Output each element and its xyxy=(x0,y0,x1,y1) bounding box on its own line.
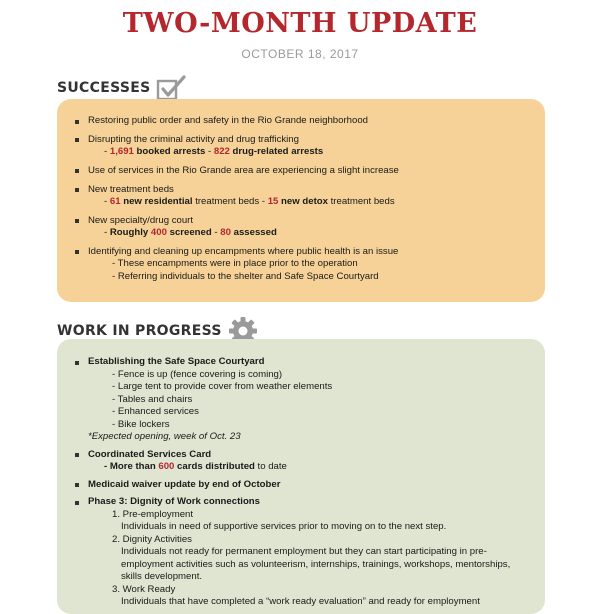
wip-panel xyxy=(57,339,545,614)
successes-panel xyxy=(57,99,545,302)
successes-header xyxy=(57,75,186,101)
list-item: Identifying and cleaning up encampments where public health is an issue - These encampments were in place prior to the operation - Referring individuals to the shelter and Safe Space Courtyard xyxy=(74,246,533,284)
list-item: New treatment beds - 61 new residential treatment beds - 15 new detox treatment beds xyxy=(74,184,533,209)
list-item: Restoring public order and safety in the Rio Grande neighborhood xyxy=(74,115,533,128)
successes-heading: SUCCESSES xyxy=(57,80,151,96)
page-title: TWO-MONTH UPDATE xyxy=(122,8,478,39)
list-item: Phase 3: Dignity of Work connections 1. Pre-employment Individuals in need of supportive services prior to moving on to the next step. 2. Dignity Activities Individuals not ready for permanent employment but they can start participating in pre-employment activities such as volunteerism, internships, trainings, workshops, mentorships, skills development. 3. Work Ready Individuals that have completed a “work ready evaluation” and ready for employment xyxy=(74,496,533,609)
list-item: Medicaid waiver update by end of October xyxy=(74,479,533,492)
list-item: Use of services in the Rio Grande area are experiencing a slight increase xyxy=(74,165,533,178)
date-subtitle: OCTOBER 18, 2017 xyxy=(241,47,359,61)
list-item: Disrupting the criminal activity and drug trafficking - 1,691 booked arrests - 822 drug-related arrests xyxy=(74,134,533,159)
wip-heading: WORK IN PROGRESS xyxy=(57,323,222,339)
list-item: Establishing the Safe Space Courtyard - Fence is up (fence covering is coming) - Large tent to provide cover from weather elements - Tables and chairs - Enhanced services - Bike lockers *Expected opening, week of Oct. 23 xyxy=(74,356,533,444)
checkbox-icon xyxy=(156,75,186,101)
list-item: Coordinated Services Card - More than 600 cards distributed to date xyxy=(74,449,533,474)
list-item: New specialty/drug court - Roughly 400 screened - 80 assessed xyxy=(74,215,533,240)
